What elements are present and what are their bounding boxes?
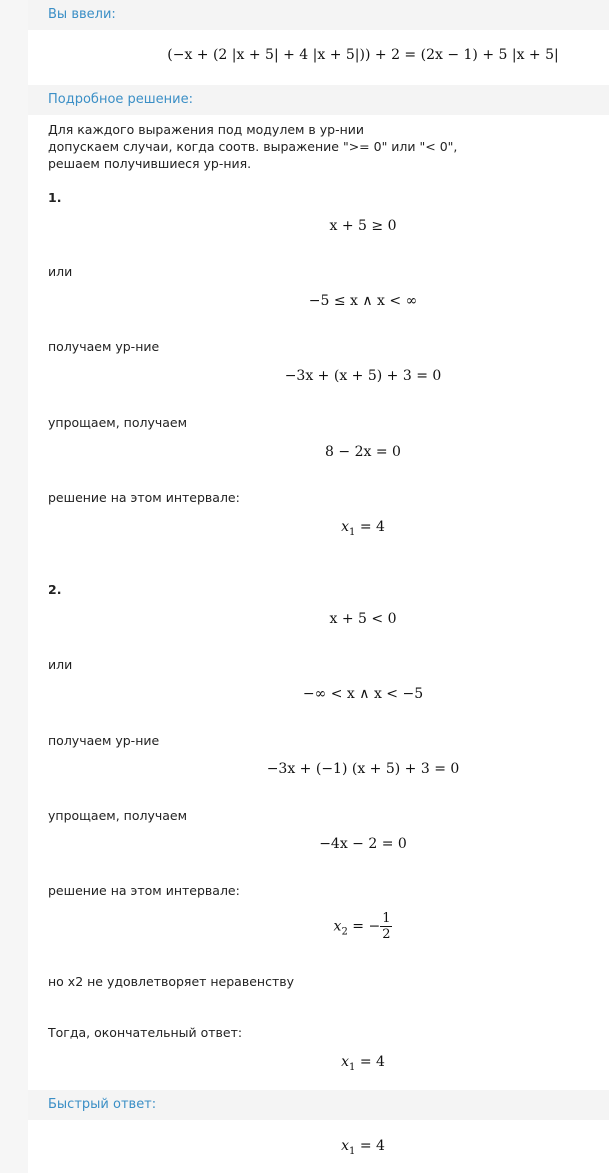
final-answer-var: x xyxy=(341,1054,349,1070)
input-header: Вы ввели: xyxy=(28,0,609,30)
case2-simplify-label: упрощаем, получаем xyxy=(48,808,188,823)
intro-line-1: Для каждого выражения под модулем в ур-нии xyxy=(48,122,365,137)
case2-simplified: −4x − 2 = 0 xyxy=(319,836,407,852)
case1-solution-sub: 1 xyxy=(348,526,356,538)
fraction-denominator: 2 xyxy=(382,927,391,942)
quick-answer-var: x xyxy=(341,1138,349,1154)
case2-solution-label: решение на этом интервале: xyxy=(48,883,240,898)
final-answer-label: Тогда, окончательный ответ: xyxy=(48,1025,243,1040)
case2-solution-eq: = − xyxy=(352,918,381,935)
case2-equation: −3x + (−1) (x + 5) + 3 = 0 xyxy=(266,761,460,777)
case1-solution-label: решение на этом интервале: xyxy=(48,490,240,505)
case2-or-label: или xyxy=(48,657,73,672)
case1-or-label: или xyxy=(48,264,73,279)
quick-answer xyxy=(28,1138,609,1157)
case1-simplified: 8 − 2x = 0 xyxy=(325,444,401,460)
case1-condition: x + 5 ≥ 0 xyxy=(329,218,397,234)
left-gutter xyxy=(0,0,28,1173)
case1-number: 1. xyxy=(48,190,62,205)
final-answer-value: = 4 xyxy=(359,1054,385,1070)
quick-answer-value: = 4 xyxy=(359,1138,385,1154)
case1-equation-label: получаем ур-ние xyxy=(48,339,160,354)
case1-solution-value: = 4 xyxy=(359,519,385,535)
solution-header: Подробное решение: xyxy=(28,85,609,115)
case1-solution xyxy=(28,519,609,538)
case1-interval: −5 ≤ x ∧ x < ∞ xyxy=(308,293,418,309)
case1-equation: −3x + (x + 5) + 3 = 0 xyxy=(284,368,442,384)
case2-equation-label: получаем ур-ние xyxy=(48,733,160,748)
case2-solution-sub: 2 xyxy=(341,926,348,938)
quick-answer-sub: 1 xyxy=(348,1145,356,1157)
case1-solution-var: x xyxy=(341,519,349,535)
case2-number: 2. xyxy=(48,582,62,597)
intro-line-3: решаем получившиеся ур-ния. xyxy=(48,156,252,171)
fraction-numerator: 1 xyxy=(382,911,391,926)
input-equation: (−x + (2 |x + 5| + 4 |x + 5|)) + 2 = (2x − 1) + 5 |x + 5| xyxy=(167,47,559,63)
final-answer-sub: 1 xyxy=(348,1061,356,1073)
intro-line-2: допускаем случаи, когда соотв. выражение ">= 0" или "< 0", xyxy=(48,139,458,154)
case2-interval: −∞ < x ∧ x < −5 xyxy=(302,686,424,702)
final-answer xyxy=(28,1054,609,1073)
case1-simplify-label: упрощаем, получаем xyxy=(48,415,188,430)
solution-panel xyxy=(28,0,609,1173)
case2-solution xyxy=(28,911,609,942)
case2-solution-fraction xyxy=(380,911,392,942)
case2-condition: x + 5 < 0 xyxy=(329,611,397,627)
case2-note: но x2 не удовлетворяет неравенству xyxy=(48,974,294,989)
case2-solution-var: x xyxy=(333,918,342,935)
quick-answer-header: Быстрый ответ: xyxy=(28,1090,609,1120)
